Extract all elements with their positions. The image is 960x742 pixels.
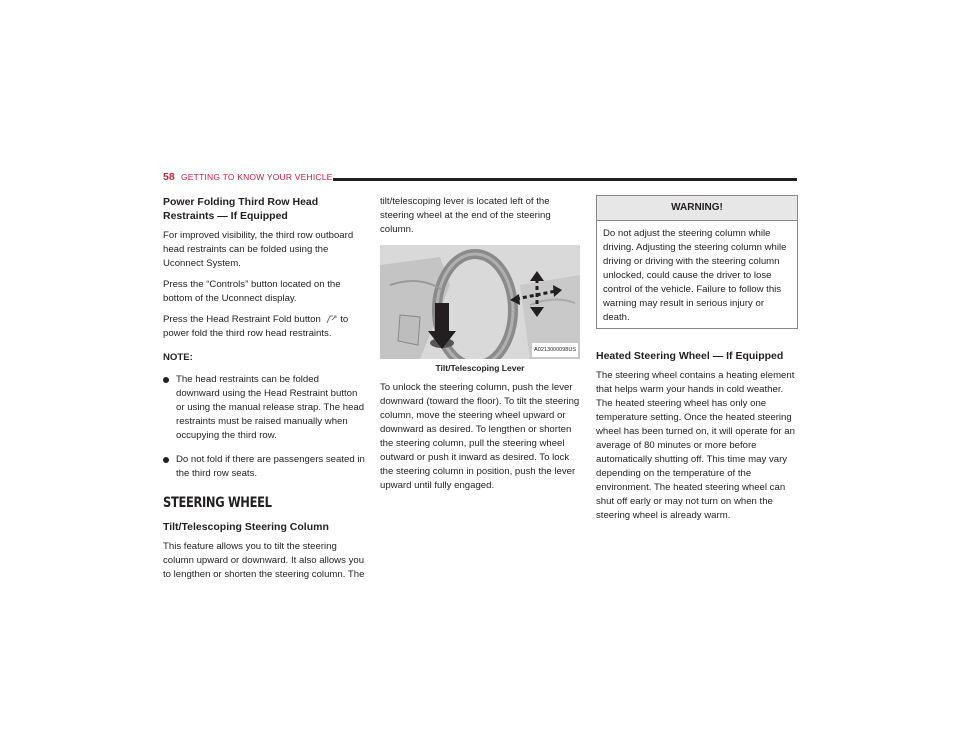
list-item <box>163 373 365 443</box>
paragraph: This feature allows you to tilt the steering column upward or downward. It also allows you to lengthen or shorten the steering column. The <box>163 541 365 580</box>
head-restraint-fold-icon <box>324 314 338 324</box>
figure-caption: Tilt/Telescoping Lever <box>435 363 525 373</box>
tilt-lever-figure <box>380 245 580 359</box>
section-title: GETTING TO KNOW YOUR VEHICLE <box>181 172 333 182</box>
bullet-icon <box>163 377 169 383</box>
page-header <box>163 171 797 185</box>
paragraph: For improved visibility, the third row outboard head restraints can be folded using the Uconnect System. <box>163 230 354 269</box>
list-item <box>163 453 365 481</box>
paragraph: To unlock the steering column, push the lever downward (toward the floor). To tilt the steering column, move the steering wheel upward or downward as desired. To lengthen or shorten the steering column, pull the steering wheel outward or push it inward as desired. To lock the steering column in position, push the lever upward until fully engaged. <box>380 382 580 491</box>
paragraph: tilt/telescoping lever is located left of the steering wheel at the end of the steering column. <box>380 196 551 235</box>
list-item-text: Do not fold if there are passengers seated in the third row seats. <box>176 454 365 479</box>
paragraph <box>163 313 365 341</box>
heated-steering-wheel-heading: Heated Steering Wheel — If Equipped <box>596 350 784 362</box>
tilt-telescoping-heading: Tilt/Telescoping Steering Column <box>163 521 329 533</box>
head-restraints-heading: Power Folding Third Row Head Restraints — If Equipped <box>163 196 319 222</box>
steering-wheel-heading: STEERING WHEEL <box>163 495 272 511</box>
column-middle <box>380 195 580 500</box>
header-rule <box>333 178 797 181</box>
warning-box <box>596 195 798 329</box>
figure-code: A0213000098US <box>532 343 578 357</box>
page-number: 58 <box>163 171 175 183</box>
list-item-text: The head restraints can be folded downward using the Head Restraint button or using the manual release strap. The head restraints must be raised manually when occupying the third row. <box>176 374 365 441</box>
paragraph: Press the “Controls” button located on the bottom of the Uconnect display. <box>163 279 341 304</box>
paragraph-text: Press the Head Restraint Fold button <box>163 314 321 325</box>
column-right <box>596 195 798 530</box>
note-label: NOTE: <box>163 352 193 363</box>
warning-text: Do not adjust the steering column while driving. Adjusting the steering column while driving or driving with the steering column unlocked, could cause the driver to lose control of the vehicle. Failure to follow this warning may result in serious injury or death. <box>603 228 787 323</box>
column-left <box>163 195 365 589</box>
paragraph-text: to power fold the third row head restraints. <box>163 314 349 339</box>
paragraph: The steering wheel contains a heating element that helps warm your hands in cold weather. The heated steering wheel has only one temperature setting. Once the heated steering wheel has been turned on, it will operate for an average of 80 minutes or more before automatically shutting off. This time may vary depending on the temperature of the environment. The heated steering wheel can shut off early or may not turn on when the steering wheel is already warm. <box>596 370 795 521</box>
steering-column-illustration <box>380 245 580 359</box>
bullet-icon <box>163 457 169 463</box>
warning-title: WARNING! <box>597 196 797 221</box>
